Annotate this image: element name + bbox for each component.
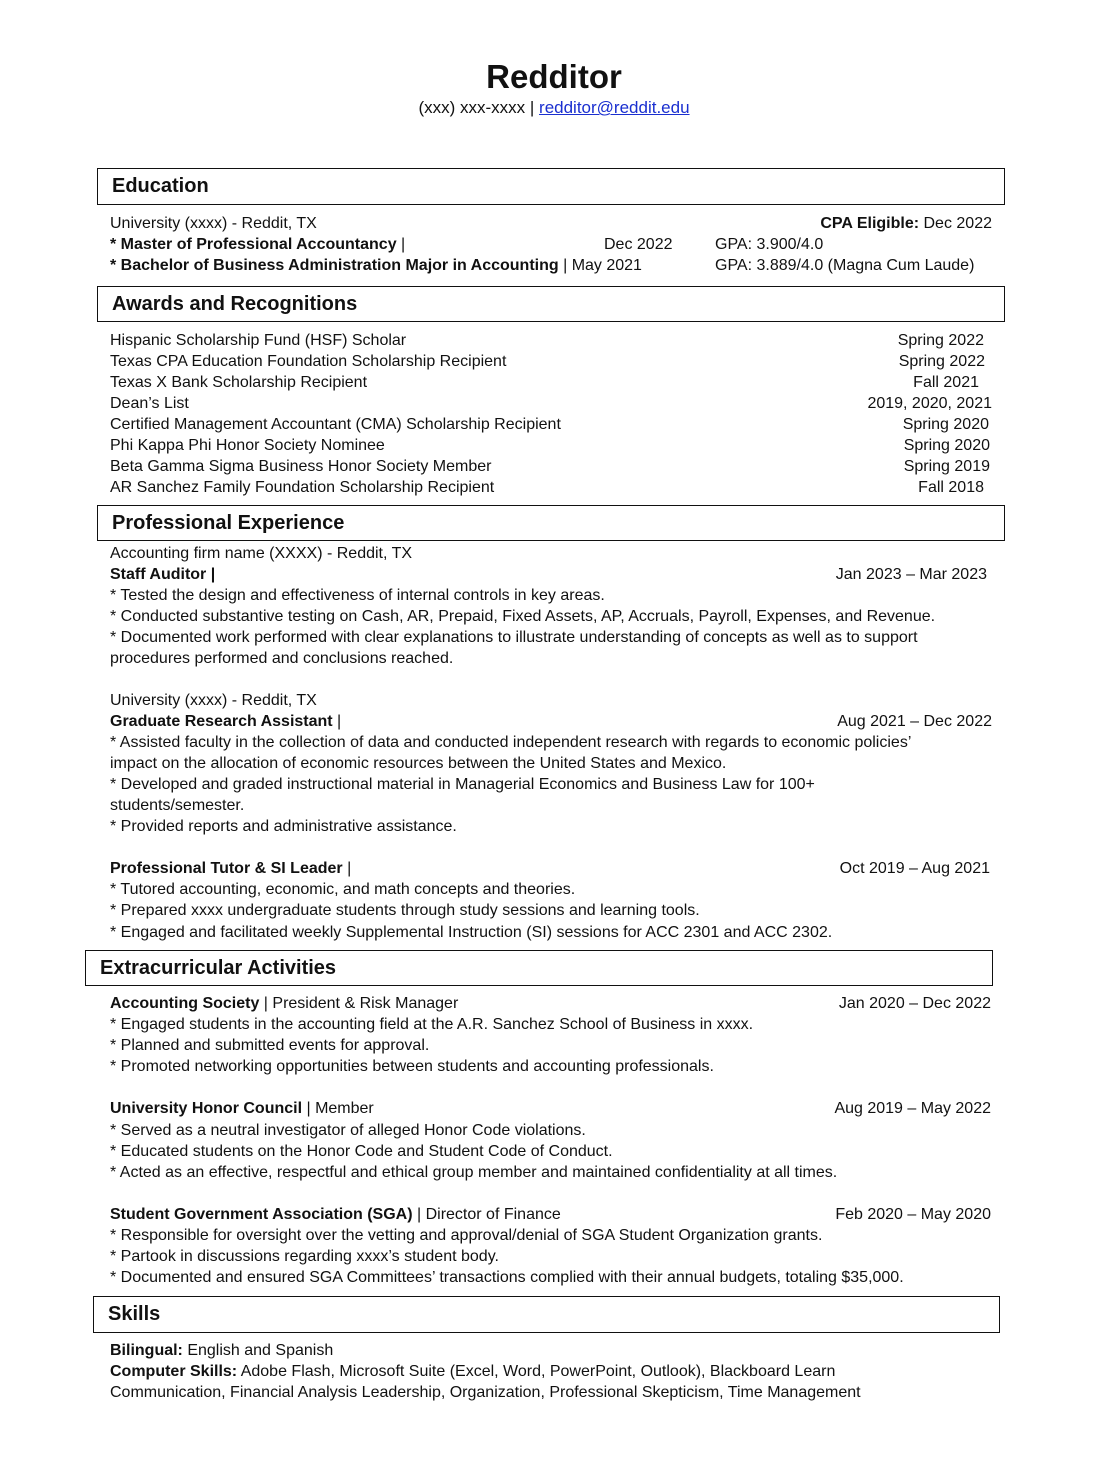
section-heading-education: Education (97, 168, 1005, 205)
job-organization: Accounting firm name (XXXX) - Reddit, TX (110, 545, 413, 562)
job-bullet: * Tutored accounting, economic, and math concepts and theories. (110, 881, 576, 898)
award-row (110, 330, 992, 351)
section-heading-skills: Skills (93, 1296, 1000, 1333)
award-row (110, 372, 992, 393)
job-bullet: * Prepared xxxx undergraduate students through study sessions and learning tools. (110, 902, 700, 919)
section-heading-awards: Awards and Recognitions (97, 286, 1005, 322)
contact-line (0, 97, 1108, 119)
activity-bullet: * Partook in discussions regarding xxxx’s student body. (110, 1248, 499, 1265)
activity-dates: Feb 2020 – May 2020 (835, 1206, 991, 1223)
education-school-row (110, 213, 992, 234)
degree-date: | May 2021 (558, 257, 642, 274)
award-name: Texas X Bank Scholarship Recipient (110, 374, 368, 391)
skills-bilingual-value: English and Spanish (182, 1342, 334, 1359)
job-dates: Oct 2019 – Aug 2021 (839, 860, 990, 877)
section-heading-activities: Extracurricular Activities (85, 950, 993, 986)
award-name: Dean’s List (110, 395, 189, 412)
award-row (110, 456, 992, 477)
job-title-row (110, 564, 992, 585)
award-date: 2019, 2020, 2021 (867, 395, 992, 412)
skills-bilingual-label: Bilingual: (110, 1342, 183, 1359)
skills-computer-value: Adobe Flash, Microsoft Suite (Excel, Word, PowerPoint, Outlook), Blackboard Learn (237, 1363, 836, 1380)
award-date: Spring 2019 (903, 458, 990, 475)
activity-bullet: * Educated students on the Honor Code and Student Code of Conduct. (110, 1143, 613, 1160)
job-bullet-continued: procedures performed and conclusions reached. (110, 650, 454, 667)
award-row (110, 477, 992, 498)
activity-organization: University Honor Council (110, 1100, 303, 1117)
activity-role: | President & Risk Manager (259, 995, 459, 1012)
cpa-eligibility: CPA Eligible: Dec 2022 (820, 215, 992, 232)
job-title-row: Graduate Research Assistant | Aug 2021 – Dec 2022 (110, 713, 992, 730)
award-name: AR Sanchez Family Foundation Scholarship Recipient (110, 479, 495, 496)
award-date: Spring 2022 (897, 332, 984, 349)
activity-bullet: * Promoted networking opportunities between students and accounting professionals. (110, 1058, 714, 1075)
activity-bullet: * Planned and submitted events for approval. (110, 1037, 430, 1054)
activity-role: | Member (302, 1100, 374, 1117)
activity-bullet: * Engaged students in the accounting field at the A.R. Sanchez School of Business in xxxx. (110, 1016, 754, 1033)
job-bullet: * Assisted faculty in the collection of data and conducted independent research with regards to economic policies’ (110, 734, 912, 751)
activity-bullet: * Served as a neutral investigator of alleged Honor Code violations. (110, 1122, 586, 1139)
job-dates: Aug 2021 – Dec 2022 (837, 713, 992, 730)
job-title-row: Professional Tutor & SI Leader | Oct 2019 – Aug 2021 (110, 860, 990, 877)
award-name: Phi Kappa Phi Honor Society Nominee (110, 437, 385, 454)
award-date: Spring 2020 (903, 437, 990, 454)
job-title: Graduate Research Assistant (110, 713, 333, 730)
award-row (110, 414, 992, 435)
skills-computer-label: Computer Skills: (110, 1363, 238, 1380)
candidate-name: Redditor (486, 58, 622, 95)
phone-number: (xxx) xxx-xxxx | (418, 98, 535, 117)
activity-title-row (110, 1204, 992, 1225)
job-organization: University (xxxx) - Reddit, TX (110, 692, 317, 709)
section-heading-experience: Professional Experience (97, 505, 1005, 541)
award-name: Beta Gamma Sigma Business Honor Society Member (110, 458, 492, 475)
award-name: Hispanic Scholarship Fund (HSF) Scholar (110, 332, 407, 349)
job-bullet: * Documented work performed with clear explanations to illustrate understanding of concepts as well as to support (110, 629, 918, 646)
job-bullet: * Engaged and facilitated weekly Supplemental Instruction (SI) sessions for ACC 2301 and ACC 2302. (110, 924, 833, 941)
job-title: Staff Auditor | (110, 566, 216, 583)
award-date: Spring 2022 (898, 353, 985, 370)
award-name: Texas CPA Education Foundation Scholarship Recipient (110, 353, 507, 370)
award-date: Spring 2020 (902, 416, 989, 433)
job-title: Professional Tutor & SI Leader (110, 860, 343, 877)
award-date: Fall 2018 (918, 479, 984, 496)
award-date: Fall 2021 (913, 374, 979, 391)
degree-date: Dec 2022 (604, 236, 673, 253)
education-degree-row (110, 255, 992, 276)
award-row (110, 393, 992, 414)
school-name: University (xxxx) - Reddit, TX (110, 215, 317, 232)
award-row (110, 435, 992, 456)
activity-role: | Director of Finance (412, 1206, 561, 1223)
email-link[interactable]: redditor@reddit.edu (539, 98, 690, 117)
activity-dates: Aug 2019 – May 2022 (834, 1100, 991, 1117)
job-dates: Jan 2023 – Mar 2023 (835, 566, 987, 583)
award-name: Certified Management Accountant (CMA) Scholarship Recipient (110, 416, 561, 433)
skills-soft: Communication, Financial Analysis Leadership, Organization, Professional Skepticism, Time Management (110, 1384, 861, 1401)
degree-title: * Bachelor of Business Administration Major in Accounting (110, 257, 559, 274)
degree-gpa: GPA: 3.889/4.0 (Magna Cum Laude) (715, 257, 975, 274)
activity-organization: Accounting Society (110, 995, 260, 1012)
job-bullet: * Tested the design and effectiveness of internal controls in key areas. (110, 587, 605, 604)
education-degree-row: * Master of Professional Accountancy | Dec 2022 GPA: 3.900/4.0 (110, 236, 824, 253)
job-bullet-continued: students/semester. (110, 797, 245, 814)
activity-organization: Student Government Association (SGA) (110, 1206, 413, 1223)
degree-title: * Master of Professional Accountancy (110, 236, 397, 253)
activity-title-row (110, 993, 992, 1014)
skills-computer-row (110, 1361, 992, 1382)
job-bullet: * Developed and graded instructional material in Managerial Economics and Business Law for 100+ (110, 776, 815, 793)
job-bullet-continued: impact on the allocation of economic resources between the United States and Mexico. (110, 755, 727, 772)
activity-title-row (110, 1098, 992, 1119)
activity-bullet: * Acted as an effective, respectful and ethical group member and maintained confidentiality at all times. (110, 1164, 838, 1181)
job-bullet: * Conducted substantive testing on Cash, AR, Prepaid, Fixed Assets, AP, Accruals, Payroll, Expenses, and Revenue. (110, 608, 936, 625)
activity-dates: Jan 2020 – Dec 2022 (838, 995, 991, 1012)
degree-gpa: GPA: 3.900/4.0 (715, 236, 824, 253)
activity-bullet: * Documented and ensured SGA Committees’ transactions complied with their annual budgets, totaling $35,000. (110, 1269, 904, 1286)
award-row (110, 351, 992, 372)
skills-bilingual-row (110, 1340, 992, 1361)
activity-bullet: * Responsible for oversight over the vetting and approval/denial of SGA Student Organization grants. (110, 1227, 823, 1244)
job-bullet: * Provided reports and administrative assistance. (110, 818, 457, 835)
